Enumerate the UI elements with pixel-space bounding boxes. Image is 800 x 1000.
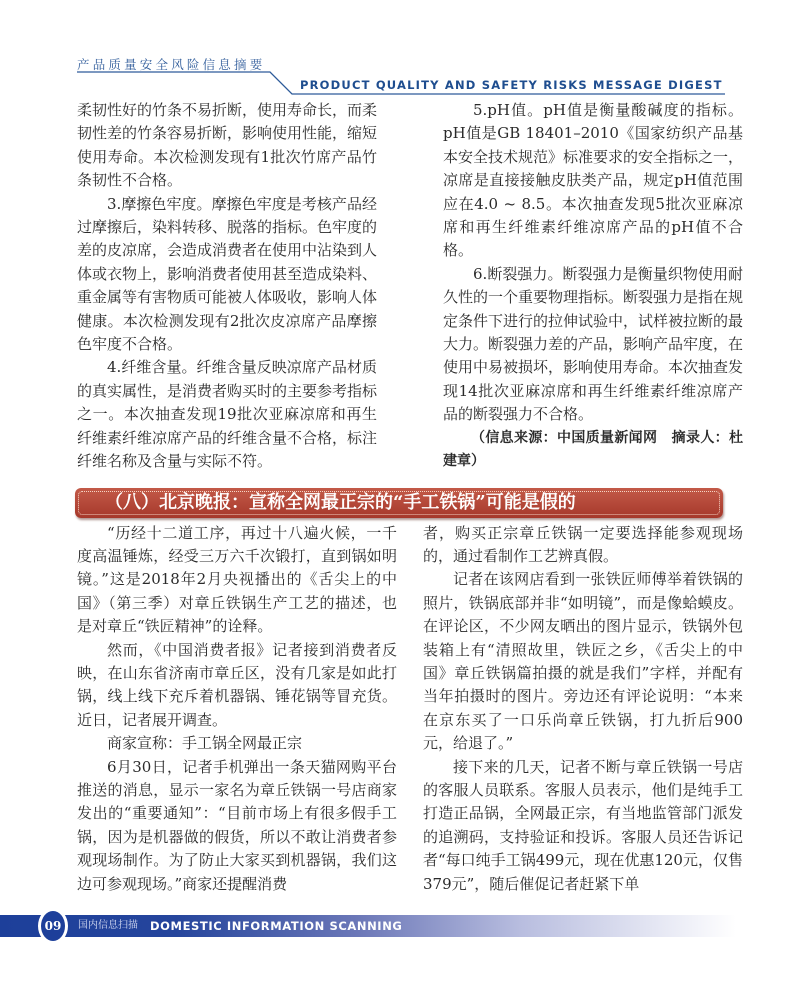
source-credit: （信息来源：中国质量新闻网 摘录人：杜建章） (443, 429, 743, 470)
paragraph: 3.摩擦色牢度。摩擦色牢度是考核产品经过摩擦后，染料转移、脱落的指标。色牢度的差的皮凉席，会造成消费者在使用中沾染到人体或衣物上，影响消费者使用甚至造成染料、重金属等有害物质可能被人体吸收，影响人体健康。本次检测发现有2批次皮凉席产品摩擦色牢度不合格。 (77, 194, 378, 354)
article-body (0, 522, 800, 897)
paragraph: “历经十二道工序，再过十八遍火候，一千度高温锤炼，经受三万六千次锻打，直到锅如明镜。”这是2018年2月央视播出的《舌尖上的中国》（第三季）对章丘铁锅生产工艺的描述，也是对章丘“铁匠精神”的诠释。 (77, 523, 397, 636)
footer-section-cn: 国内信息扫描 (78, 920, 138, 931)
header-title-en: PRODUCT QUALITY AND SAFETY RISKS MESSAGE DIGEST (300, 78, 723, 92)
section-banner (75, 488, 723, 518)
upper-section (0, 99, 800, 474)
subheading: 商家宣称：手工锅全网最正宗 (107, 734, 303, 753)
paragraph: 5.pH值。pH值是衡量酸碱度的指标。pH值是GB 18401–2010《国家纺织产品基本安全技术规范》标准要求的安全指标之一，凉席是直接接触皮肤类产品，规定pH值范围应在4.0 ~ 8.5。本次抽查发现5批次亚麻凉席和再生纤维素纤维凉席产品的pH值不合格。 (443, 101, 744, 260)
article-right-column (423, 522, 743, 897)
article-left-column (77, 522, 397, 897)
section-title: （八）北京晚报：宣称全网最正宗的“手工铁锅”可能是假的 (105, 491, 576, 513)
upper-left-column (77, 99, 377, 474)
header-title-cn: 产品质量安全风险信息摘要 (77, 57, 266, 72)
running-header (0, 0, 800, 99)
paragraph: 然而，《中国消费者报》记者接到消费者反映，在山东省济南市章丘区，没有几家是如此打锅，线上线下充斥着机器锅、锤花锅等冒充货。近日，记者展开调查。 (77, 640, 397, 729)
paragraph: 柔韧性好的竹条不易折断，使用寿命长，而柔韧性差的竹条容易折断，影响使用性能，缩短使用寿命。本次检测发现有1批次竹席产品竹条韧性不合格。 (77, 101, 378, 190)
footer (0, 908, 800, 948)
paragraph: 6月30日，记者手机弹出一条天猫网购平台推送的消息，显示一家名为章丘铁锅一号店商家发出的“重要通知”：“目前市场上有很多假手工锅，因为是机器做的假货，所以不敢让消费者参观现场制作。为了防止大家买到机器锅，我们这边可参观现场。”商家还提醒消费 (77, 757, 397, 893)
paragraph: 接下来的几天，记者不断与章丘铁锅一号店的客服人员联系。客服人员表示，他们是纯手工打造正品锅，全网最正宗，有当地监管部门派发的追溯码，支持验证和投诉。客服人员还告诉记者“每口纯手工锅499元，现在优惠120元，仅售379元”，随后催促记者赶紧下单 (423, 757, 743, 893)
paragraph: 者，购买正宗章丘铁锅一定要选择能参观现场的，通过看制作工艺辨真假。 (423, 523, 743, 565)
paragraph: 4.纤维含量。纤维含量反映凉席产品材质的真实属性，是消费者购买时的主要参考指标之一。本次抽查发现19批次亚麻凉席和再生纤维素纤维凉席产品的纤维含量不合格，标注纤维名称及含量与实际不符。 (77, 358, 378, 471)
footer-section-en: DOMESTIC INFORMATION SCANNING (150, 919, 403, 933)
section-banner-wrap (0, 474, 800, 522)
paragraph: 记者在该网店看到一张铁匠师傅举着铁锅的照片，铁锅底部并非“如明镜”，而是像蛤蟆皮。在评论区，不少网友晒出的图片显示，铁锅外包装箱上有“清照故里，铁匠之乡，《舌尖上的中国》章丘铁锅篇拍摄的就是我们”字样，并配有当年拍摄时的图片。旁边还有评论说明：“本来在京东买了一口乐尚章丘铁锅，打九折后900元，给退了。” (423, 570, 743, 753)
upper-right-column (443, 99, 743, 474)
paragraph: 6.断裂强力。断裂强力是衡量织物使用耐久性的一个重要物理指标。断裂强力是指在规定条件下进行的拉伸试验中，试样被拉断的最大力。断裂强力差的产品，影响产品牢度，在使用中易被损坏，影响使用寿命。本次抽查发现14批次亚麻凉席和再生纤维素纤维凉席产品的断裂强力不合格。 (443, 264, 744, 424)
page-number: 09 (41, 911, 65, 941)
